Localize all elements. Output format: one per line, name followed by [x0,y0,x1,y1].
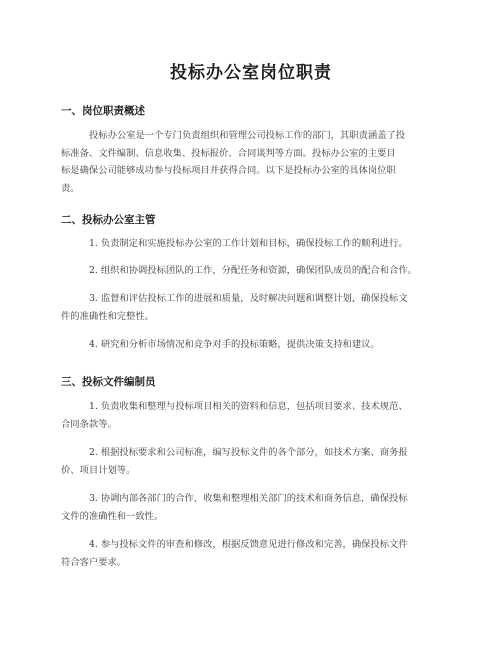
section-overview-paragraph [61,127,441,197]
list-item-line: 件的准确性和完整性。 [61,310,154,322]
paragraph-line: 投标办公室是一个专门负责组织和管理公司投标工作的部门，其职责涵盖了投 [89,130,406,141]
writer-item-2 [61,444,441,479]
writer-item-1 [61,398,441,433]
section-heading-overview: 一、岗位职责概述 [61,105,145,117]
paragraph-line: 标准备、文件编制、信息收集、投标报价、合同谈判等方面。投标办公室的主要目 [61,147,396,159]
list-item-line: 1. 负责收集和整理与投标项目相关的资料和信息，包括项目要求、技术规范、 [89,401,408,412]
list-item-line: 3. 监督和评估投标工作的进展和质量，及时解决问题和调整计划，确保投标文 [89,293,408,304]
list-item-line: 符合客户要求。 [61,556,127,568]
supervisor-item-1 [61,235,441,253]
list-item-line: 价、项目计划等。 [61,464,136,476]
section-heading-supervisor: 二、投标办公室主管 [61,214,156,226]
supervisor-item-2 [61,262,441,280]
paragraph-line: 标是确保公司能够成功参与投标项目并获得合同。以下是投标办公室的具体岗位职 [61,165,396,176]
supervisor-item-3 [61,290,441,325]
paragraph-line: 责。 [61,182,80,194]
list-item-line: 2. 根据投标要求和公司标准，编写投标文件的各个部分，如技术方案、商务报 [89,447,408,458]
list-item-line: 文件的准确性和一致性。 [61,510,164,522]
list-item-line: 3. 协调内部各部门的合作，收集和整理相关部门的技术和商务信息，确保投标 [89,493,408,504]
list-item-line: 4. 参与投标文件的审查和修改，根据反馈意见进行修改和完善，确保投标文件 [89,539,408,550]
list-item-line: 2. 组织和协调投标团队的工作，分配任务和资源，确保团队成员的配合和合作。 [89,265,417,276]
list-item-line: 合同条款等。 [61,418,117,430]
list-item-line: 4. 研究和分析市场情况和竞争对手的投标策略，提供决策支持和建议。 [89,339,380,350]
list-item-line: 1. 负责制定和实施投标办公室的工作计划和目标，确保投标工作的顺利进行。 [89,238,408,249]
section-heading-document-writer: 三、投标文件编制员 [61,376,156,388]
supervisor-item-4 [61,336,441,354]
writer-item-4 [61,536,441,571]
writer-item-3 [61,490,441,525]
document-title: 投标办公室岗位职责 [170,63,332,83]
